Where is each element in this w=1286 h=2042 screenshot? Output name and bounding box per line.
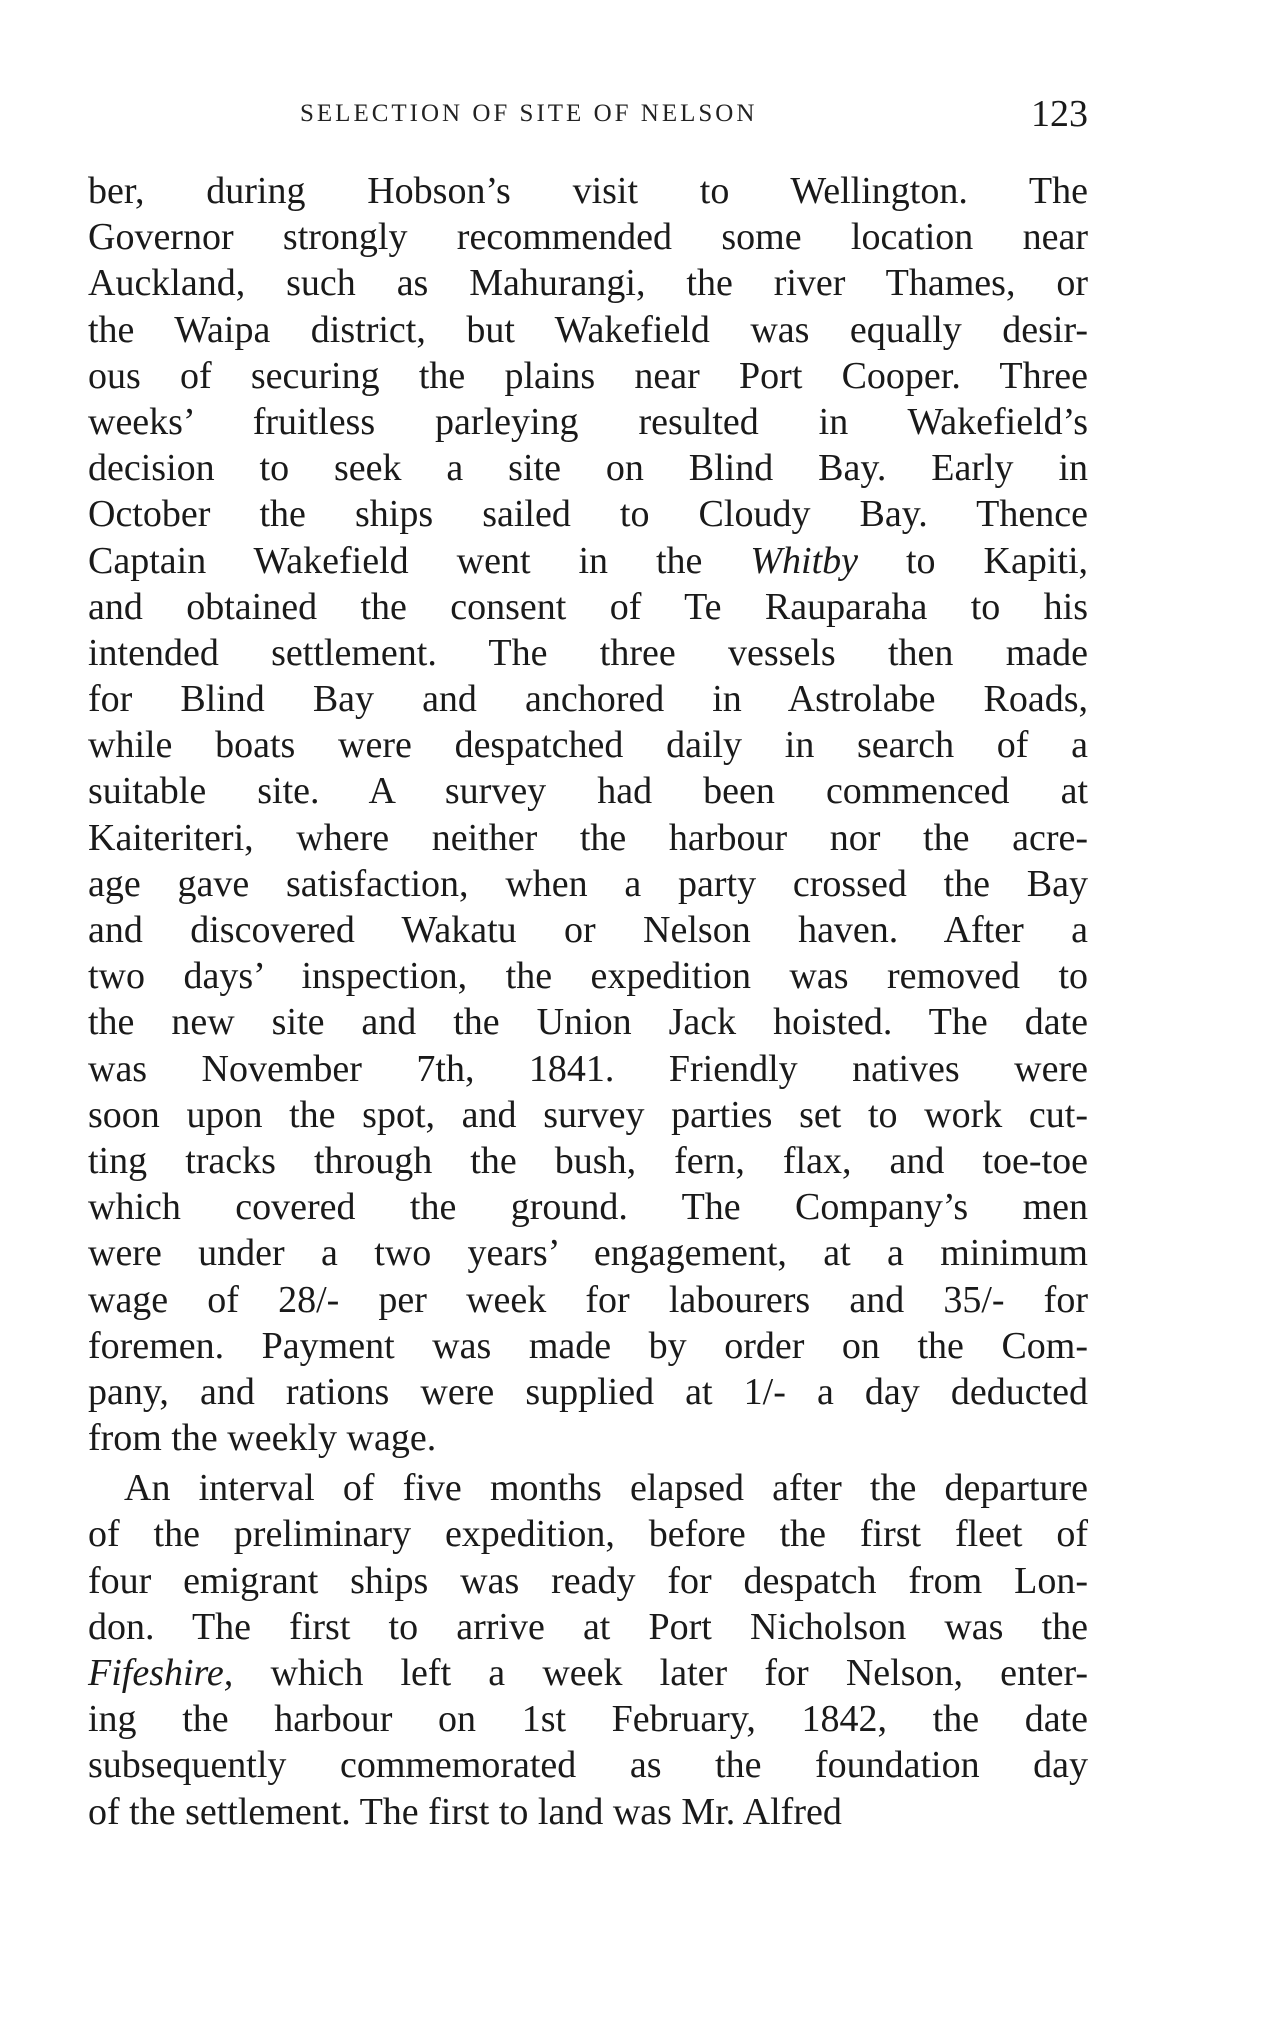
text-line: while boats were despatched daily in search of a [88,724,1088,767]
text-line: decision to seek a site on Blind Bay. Early in [88,447,1088,490]
text-line: wage of 28/- per week for labourers and 35/- for [88,1278,1088,1321]
italic-ship-name: Whitby [750,539,859,582]
text-segment: to Kapiti, [858,539,1089,582]
text-line: ting tracks through the bush, fern, flax, and toe-toe [88,1139,1088,1182]
text-line: ber, during Hobson’s visit to Wellington. The [88,170,1088,212]
text-line: suitable site. A survey had been commenced at [88,770,1088,813]
text-line: don. The first to arrive at Port Nicholson was the [88,1605,1088,1648]
page-number: 123 [1031,93,1088,135]
text-line: of the settlement. The first to land was Mr. Alfred [88,1790,842,1833]
text-line: foremen. Payment was made by order on the Com- [88,1324,1088,1367]
text-line: soon upon the spot, and survey parties set to work cut- [88,1093,1088,1136]
text-line: for Blind Bay and anchored in Astrolabe Roads, [88,678,1088,721]
text-line: the new site and the Union Jack hoisted. The date [88,1001,1088,1044]
text-line: two days’ inspection, the expedition was removed to [88,955,1088,998]
text-line: ing the harbour on 1st February, 1842, the date [88,1698,1088,1741]
text-line: were under a two years’ engagement, at a minimum [88,1232,1088,1275]
italic-ship-name: Fifeshire, [88,1652,234,1694]
paragraph-2 [88,1465,1088,1835]
text-line: and discovered Wakatu or Nelson haven. After a [88,909,1088,951]
text-line: ous of securing the plains near Port Cooper. Three [88,354,1088,397]
text-line: Kaiteriteri, where neither the harbour nor the acre- [88,816,1088,859]
text-line: An interval of five months elapsed after the departure [124,1467,1088,1510]
text-line [88,1650,1088,1696]
running-header [86,92,1090,135]
text-line: weeks’ fruitless parleying resulted in Wakefield’s [88,400,1088,443]
body-text [88,168,1088,1835]
text-line: from the weekly wage. [88,1417,437,1460]
text-line: of the preliminary expedition, before the first fleet of [88,1513,1088,1556]
text-line: four emigrant ships was ready for despatch from Lon- [88,1559,1088,1602]
text-line: the Waipa district, but Wakefield was equally desir- [88,308,1088,351]
paragraph-1 [88,168,1088,1461]
text-line: Auckland, such as Mahurangi, the river Thames, or [88,262,1088,305]
text-line: was November 7th, 1841. Friendly natives were [88,1047,1088,1090]
text-line: October the ships sailed to Cloudy Bay. Thence [88,493,1088,536]
running-title: SELECTION OF SITE OF NELSON [300,100,758,127]
text-line: which covered the ground. The Company’s men [88,1186,1088,1229]
text-line: Governor strongly recommended some location near [88,216,1088,259]
text-line: age gave satisfaction, when a party crossed the Bay [88,862,1088,905]
text-line [88,538,1088,584]
text-line: and obtained the consent of Te Rauparaha to his [88,585,1088,628]
text-segment: which left a week later for Nelson, enter- [233,1652,1088,1694]
text-segment: Captain Wakefield went in the [88,539,751,582]
text-line: pany, and rations were supplied at 1/- a day deducted [88,1370,1088,1413]
text-line: intended settlement. The three vessels then made [88,631,1088,674]
text-line: subsequently commemorated as the foundation day [88,1744,1088,1787]
